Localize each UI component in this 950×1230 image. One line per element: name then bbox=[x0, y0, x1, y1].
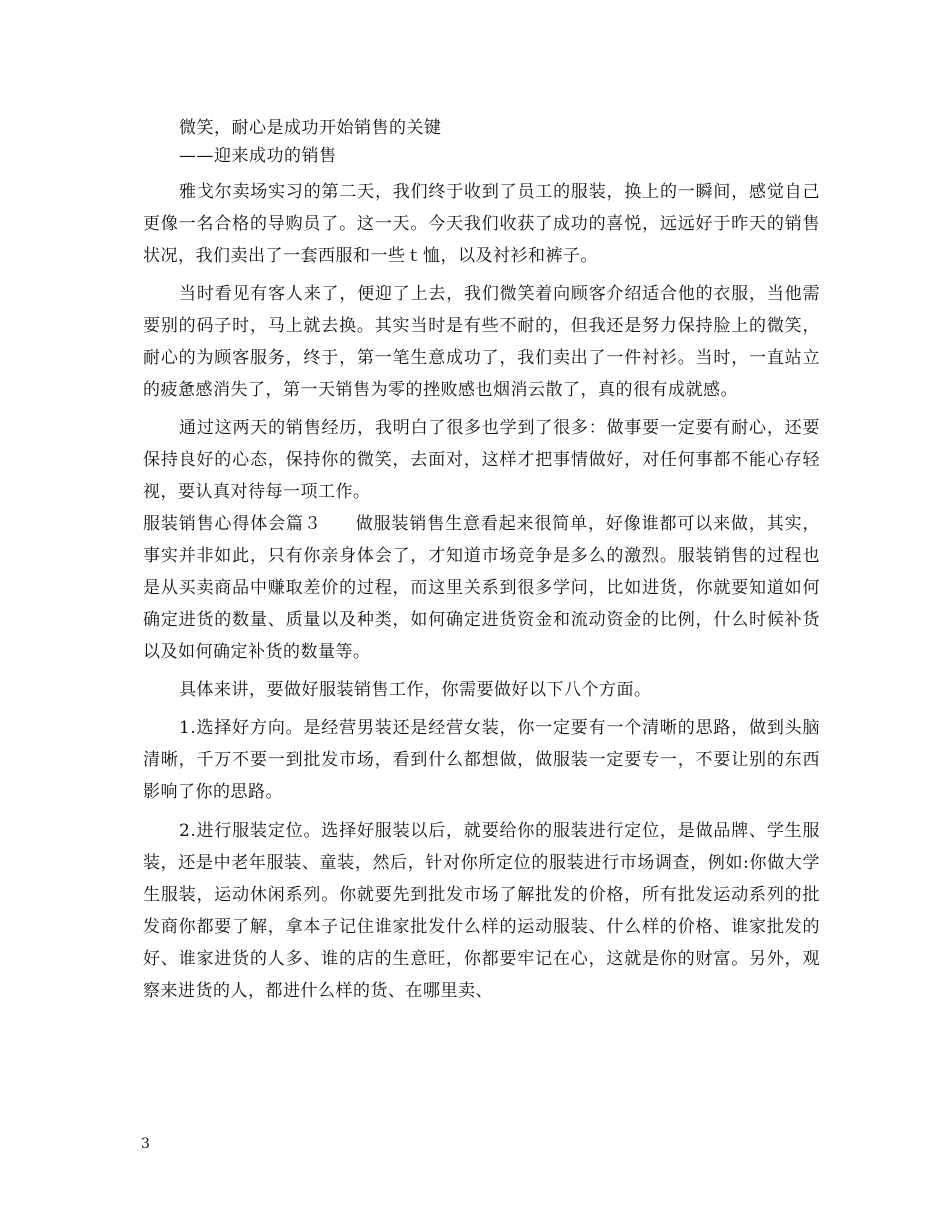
document-title: 微笑，耐心是成功开始销售的关键 bbox=[179, 118, 442, 138]
section-paragraph-text: 做服装销售生意看起来很简单，好像谁都可以来做，其实，事实并非如此，只有你亲身体会了，才知道市场竞争是多么的激烈。服装销售的过程也是从买卖商品中赚取差价的过程，而这里关系到很多学问，比如进货，你就要知道如何确定进货的数量、质量以及种类，如何确定进货资金和流动资金的比例，什么时候补货以及如何确定补货的数量等。 bbox=[143, 514, 821, 662]
document-body bbox=[143, 114, 820, 1007]
page-number: 3 bbox=[141, 1136, 150, 1152]
section-heading: 服装销售心得体会篇３ bbox=[143, 514, 322, 534]
paragraph: 2.进行服装定位。选择好服装以后，就要给你的服装进行定位，是做品牌、学生服装，还是中老年服装、童装，然后，针对你所定位的服装进行市场调查，例如:你做大学生服装，运动休闲系列。你就要先到批发市场了解批发的价格，所有批发运动系列的批发商你都要了解，拿本子记住谁家批发什么样的运动服装、什么样的价格、谁家批发的好、谁家进货的人多、谁的店的生意旺，你都要牢记在心，这就是你的财富。另外，观察来进货的人，都进什么样的货、在哪里卖、 bbox=[143, 821, 820, 1001]
paragraph: 1.选择好方向。是经营男装还是经营女装，你一定要有一个清晰的思路，做到头脑清晰，千万不要一到批发市场，看到什么都想做，做服装一定要专一，不要让别的东西影响了你的思路。 bbox=[143, 718, 820, 802]
paragraph: 具体来讲，要做好服装销售工作，你需要做好以下八个方面。 bbox=[179, 680, 652, 700]
paragraph: 当时看见有客人来了，便迎了上去，我们微笑着向顾客介绍适合他的衣服，当他需要别的码子时，马上就去换。其实当时是有些不耐的，但我还是努力保持脸上的微笑，耐心的为顾客服务，终于，第一笔生意成功了，我们卖出了一件衬衫。当时，一直站立的疲惫感消失了，第一天销售为零的挫败感也烟消云散了，真的很有成就感。 bbox=[143, 284, 820, 400]
document-subtitle: ——迎来成功的销售 bbox=[179, 146, 337, 166]
section-paragraph bbox=[143, 508, 820, 668]
paragraph: 通过这两天的销售经历，我明白了很多也学到了很多：做事要一定要有耐心，还要保持良好的心态，保持你的微笑，去面对，这样才把事情做好，对任何事都不能心存轻视，要认真对待每一项工作。 bbox=[143, 418, 820, 502]
paragraph: 雅戈尔卖场实习的第二天，我们终于收到了员工的服装，换上的一瞬间，感觉自己更像一名合格的导购员了。这一天。今天我们收获了成功的喜悦，远远好于昨天的销售状况，我们卖出了一套西服和一些ｔ恤，以及衬衫和裤子。 bbox=[143, 182, 820, 266]
